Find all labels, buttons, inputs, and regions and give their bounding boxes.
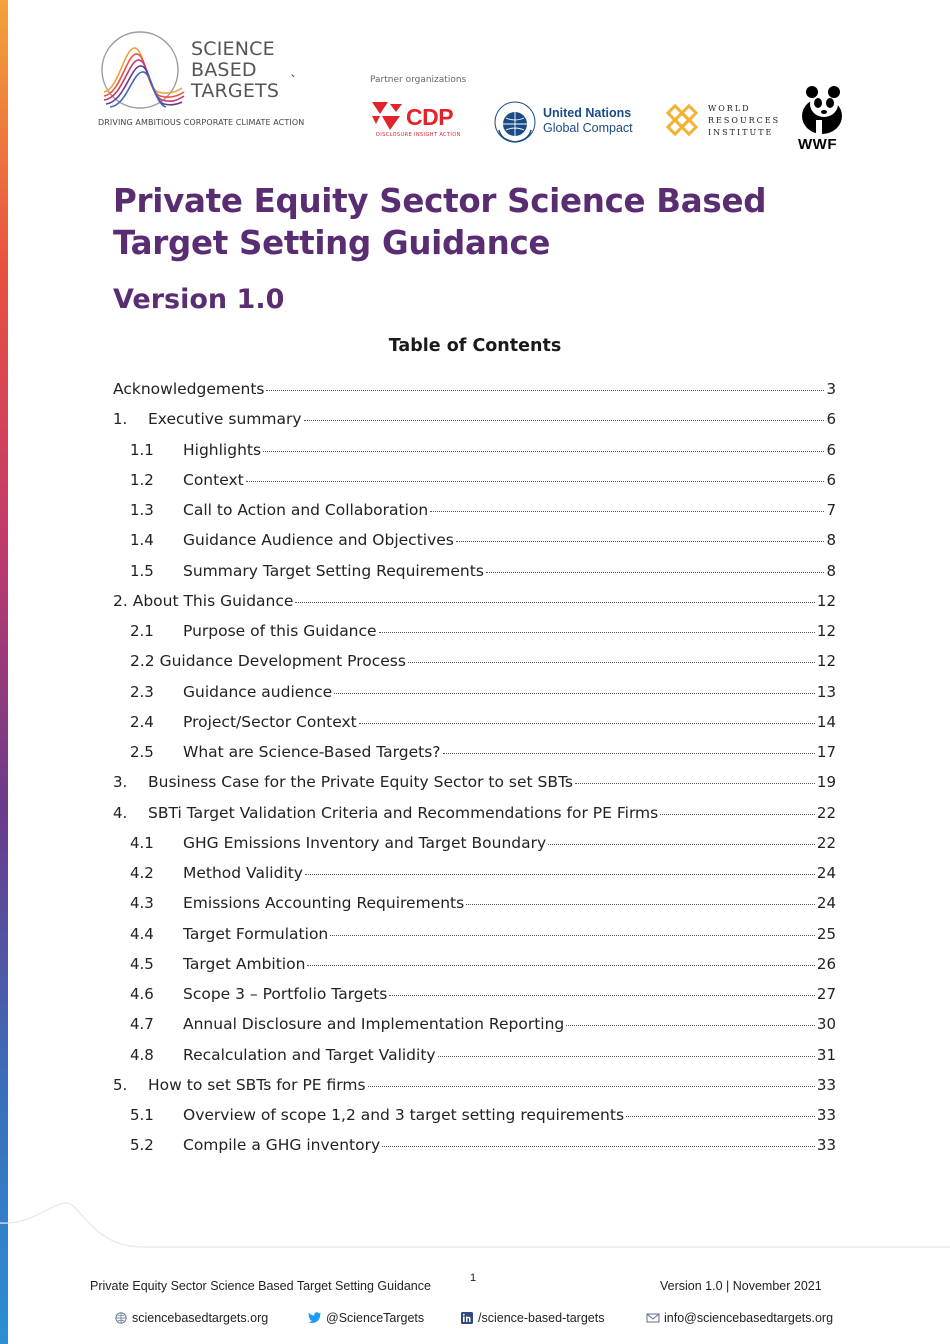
sbt-word-science: SCIENCE — [191, 38, 275, 60]
toc-entry-page: 7 — [826, 501, 836, 519]
cdp-name: CDP — [406, 104, 454, 130]
toc-dot-leader — [626, 1116, 815, 1117]
sbt-word-based: BASED — [191, 59, 257, 81]
toc-dot-leader — [408, 662, 815, 663]
sbt-logo — [98, 30, 305, 130]
toc-entry-number: 4.8 — [130, 1045, 154, 1064]
toc-entry-page: 22 — [816, 803, 836, 822]
toc-entry-title: Annual Disclosure and Implementation Reporting — [183, 1015, 565, 1034]
linkedin-icon — [460, 1312, 474, 1324]
toc-entry-number: 5.2 — [130, 1136, 154, 1155]
toc-entry-page: 6 — [826, 410, 836, 429]
toc-dot-leader — [263, 451, 824, 452]
toc-entry-page: 8 — [826, 531, 836, 550]
toc-entry-page: 30 — [816, 1015, 836, 1034]
footer-document-title: Private Equity Sector Science Based Target Setting Guidance — [90, 1279, 431, 1293]
toc-entry-page: 27 — [816, 985, 836, 1003]
toc-entry-title: Recalculation and Target Validity — [183, 1045, 436, 1064]
toc-entry-page: 12 — [816, 591, 836, 610]
toc-entry[interactable] — [130, 471, 836, 493]
footer-link-website-text[interactable]: sciencebasedtargets.org — [132, 1311, 269, 1325]
cdp-arrow-icon — [370, 100, 406, 132]
cdp-tagline: DISCLOSURE INSIGHT ACTION — [376, 132, 461, 138]
toc-dot-leader — [389, 995, 815, 996]
toc-dot-leader — [575, 783, 815, 784]
footer-link-twitter-text[interactable]: @ScienceTargets — [326, 1311, 425, 1325]
toc-entry-number: 2.4 — [130, 712, 154, 731]
globe-icon — [114, 1312, 128, 1324]
toc-entry[interactable] — [113, 804, 836, 826]
wri-logo — [662, 100, 782, 142]
toc-entry-number: 1.1 — [130, 440, 154, 459]
toc-entry-number: 4.4 — [130, 924, 154, 943]
toc-entry-title: Purpose of this Guidance — [183, 622, 377, 640]
toc-entry-title: Target Ambition — [183, 954, 306, 973]
toc-entry-number: 1.3 — [130, 501, 154, 519]
toc-dot-leader — [438, 1056, 815, 1057]
toc-entry[interactable] — [130, 501, 836, 523]
toc-entry-title: Executive summary — [148, 410, 302, 429]
toc-entry-page: 17 — [816, 743, 836, 761]
wri-line-world: WORLD — [708, 104, 751, 113]
panda-icon — [796, 86, 846, 136]
ungc-logo — [493, 100, 653, 144]
toc-entry[interactable] — [130, 1046, 836, 1068]
toc-entry-page: 19 — [816, 773, 836, 792]
email-icon — [646, 1312, 660, 1324]
toc-dot-leader — [359, 723, 815, 724]
toc-entry[interactable] — [130, 1015, 836, 1037]
footer-page-number: 1 — [470, 1272, 477, 1284]
toc-dot-leader — [660, 814, 815, 815]
toc-entry-title: Business Case for the Private Equity Sector to set SBTs — [148, 773, 573, 792]
footer-swoosh — [0, 1195, 950, 1265]
toc-entry[interactable] — [113, 380, 836, 402]
toc-entry-title: 2. About This Guidance — [113, 591, 294, 610]
toc-dot-leader — [486, 572, 825, 573]
toc-entry-page: 25 — [816, 924, 836, 943]
footer-link-linkedin-text[interactable]: /science-based-targets — [478, 1311, 605, 1325]
toc-entry-number: 2.3 — [130, 682, 154, 701]
toc-dot-leader — [304, 420, 825, 421]
toc-entry-page: 33 — [816, 1136, 836, 1155]
toc-entry[interactable] — [113, 1076, 836, 1098]
toc-entry-title: How to set SBTs for PE firms — [148, 1075, 366, 1094]
toc-dot-leader — [305, 874, 815, 875]
toc-entry-title: Guidance Audience and Objectives — [183, 531, 454, 550]
left-gradient-stripe — [0, 0, 8, 1344]
toc-entry-title: What are Science-Based Targets? — [183, 743, 441, 761]
ungc-subtitle: Global Compact — [543, 121, 633, 135]
footer-link-linkedin[interactable] — [460, 1311, 604, 1325]
toc-entry[interactable] — [130, 562, 836, 584]
toc-entry-title: SBTi Target Validation Criteria and Recommendations for PE Firms — [148, 803, 659, 822]
toc-entry-number: 1.2 — [130, 470, 154, 489]
toc-dot-leader — [430, 511, 824, 512]
toc-entry-number: 5. — [113, 1075, 128, 1094]
sbt-wave-icon — [98, 30, 188, 114]
toc-entry-page: 12 — [816, 622, 836, 640]
twitter-icon — [308, 1312, 322, 1324]
cdp-logo — [370, 98, 465, 143]
wri-line-resources: RESOURCES — [708, 116, 781, 125]
footer-link-email[interactable] — [646, 1311, 833, 1325]
footer-link-twitter[interactable] — [308, 1311, 424, 1325]
footer-link-website[interactable] — [114, 1311, 268, 1325]
toc-entry-page: 24 — [816, 894, 836, 913]
ungc-name: United Nations — [543, 106, 632, 120]
toc-entry-number: 4.1 — [130, 833, 154, 852]
toc-entry[interactable] — [130, 834, 836, 856]
toc-entry[interactable] — [130, 925, 836, 947]
toc-entry-number: 4. — [113, 803, 128, 822]
toc-entry[interactable] — [130, 955, 836, 977]
toc-entry-title: Guidance audience — [183, 682, 333, 701]
toc-entry-page: 12 — [816, 652, 836, 671]
document-title: Private Equity Sector Science Based Target Setting Guidance — [113, 182, 767, 262]
toc-entry-number: 5.1 — [130, 1106, 154, 1124]
toc-entry-page: 6 — [826, 440, 836, 459]
toc-dot-leader — [295, 602, 814, 603]
toc-entry-title: Emissions Accounting Requirements — [183, 894, 465, 913]
toc-dot-leader — [566, 1025, 815, 1026]
toc-entry-number: 4.6 — [130, 985, 154, 1003]
toc-dot-leader — [330, 935, 815, 936]
wwf-logo — [796, 86, 848, 156]
un-emblem-icon — [493, 100, 537, 144]
toc-entry[interactable] — [130, 864, 836, 886]
toc-entry-number: 2.5 — [130, 743, 154, 761]
stray-mark: ` — [290, 74, 297, 90]
toc-entry-title: Context — [183, 470, 244, 489]
toc-entry-title: Compile a GHG inventory — [183, 1136, 381, 1155]
wri-line-institute: INSTITUTE — [708, 128, 774, 137]
toc-dot-leader — [382, 1146, 815, 1147]
toc-entry-number: 1. — [113, 410, 128, 429]
wri-knot-icon — [662, 100, 702, 140]
toc-entry-page: 33 — [816, 1075, 836, 1094]
toc-entry-title: GHG Emissions Inventory and Target Boundary — [183, 833, 547, 852]
toc-entry-title: Target Formulation — [183, 924, 329, 943]
toc-entry[interactable] — [113, 592, 836, 614]
toc-entry-title: Method Validity — [183, 864, 303, 882]
toc-entry-number: 4.5 — [130, 954, 154, 973]
toc-dot-leader — [548, 844, 815, 845]
toc-entry-page: 31 — [816, 1045, 836, 1064]
toc-entry-title: Summary Target Setting Requirements — [183, 561, 484, 580]
toc-entry-number: 1.4 — [130, 531, 154, 550]
toc-entry-number: 4.3 — [130, 894, 154, 913]
document-version: Version 1.0 — [113, 284, 285, 315]
toc-entry-page: 26 — [816, 954, 836, 973]
toc-dot-leader — [456, 541, 825, 542]
toc-entry-title: Overview of scope 1,2 and 3 target setting requirements — [183, 1106, 625, 1124]
toc-entry[interactable] — [130, 743, 836, 765]
toc-entry-title: Acknowledgements — [113, 380, 265, 398]
sbt-word-targets: TARGETS — [191, 80, 280, 102]
toc-entry-title: Call to Action and Collaboration — [183, 501, 429, 519]
toc-entry-page: 8 — [826, 561, 836, 580]
toc-entry-page: 33 — [816, 1106, 836, 1124]
toc-entry[interactable] — [130, 531, 836, 553]
toc-entry-number: 2.1 — [130, 622, 154, 640]
toc-entry-number: 1.5 — [130, 561, 154, 580]
toc-entry[interactable] — [130, 441, 836, 463]
toc-dot-leader — [379, 632, 815, 633]
toc-entry[interactable] — [130, 713, 836, 735]
toc-entry-page: 3 — [826, 380, 836, 398]
partner-organizations-label: Partner organizations — [370, 75, 467, 85]
footer-version-date: Version 1.0 | November 2021 — [660, 1279, 822, 1293]
toc-dot-leader — [466, 904, 815, 905]
toc-entry-page: 24 — [816, 864, 836, 882]
toc-entry-page: 22 — [816, 833, 836, 852]
footer-link-email-text[interactable]: info@sciencebasedtargets.org — [664, 1311, 834, 1325]
toc-entry[interactable] — [130, 985, 836, 1007]
toc-entry[interactable] — [130, 622, 836, 644]
toc-entry[interactable] — [113, 410, 836, 432]
toc-entry[interactable] — [113, 773, 836, 795]
sbt-tagline: DRIVING AMBITIOUS CORPORATE CLIMATE ACTION — [98, 118, 305, 127]
toc-entry[interactable] — [130, 894, 836, 916]
toc-entry-title: Highlights — [183, 440, 262, 459]
toc-dot-leader — [334, 693, 815, 694]
toc-entry[interactable] — [130, 1106, 836, 1128]
toc-entry-page: 6 — [826, 470, 836, 489]
toc-entry-number: 4.2 — [130, 864, 154, 882]
toc-dot-leader — [307, 965, 814, 966]
toc-entry-page: 13 — [816, 682, 836, 701]
toc-dot-leader — [443, 753, 815, 754]
toc-entry-title: Scope 3 – Portfolio Targets — [183, 985, 388, 1003]
toc-dot-leader — [246, 481, 825, 482]
toc-entry[interactable] — [130, 683, 836, 705]
toc-entry-number: 3. — [113, 773, 128, 792]
toc-entry-number: 4.7 — [130, 1015, 154, 1034]
toc-entry-title: 2.2 Guidance Development Process — [130, 652, 406, 671]
toc-entry-page: 14 — [816, 712, 836, 731]
toc-dot-leader — [266, 390, 824, 391]
toc-entry[interactable] — [130, 1136, 836, 1158]
wwf-name: WWF — [798, 136, 837, 153]
toc-entry[interactable] — [130, 652, 836, 674]
toc-heading: Table of Contents — [388, 336, 562, 356]
toc-entry-title: Project/Sector Context — [183, 712, 357, 731]
toc-dot-leader — [368, 1086, 815, 1087]
